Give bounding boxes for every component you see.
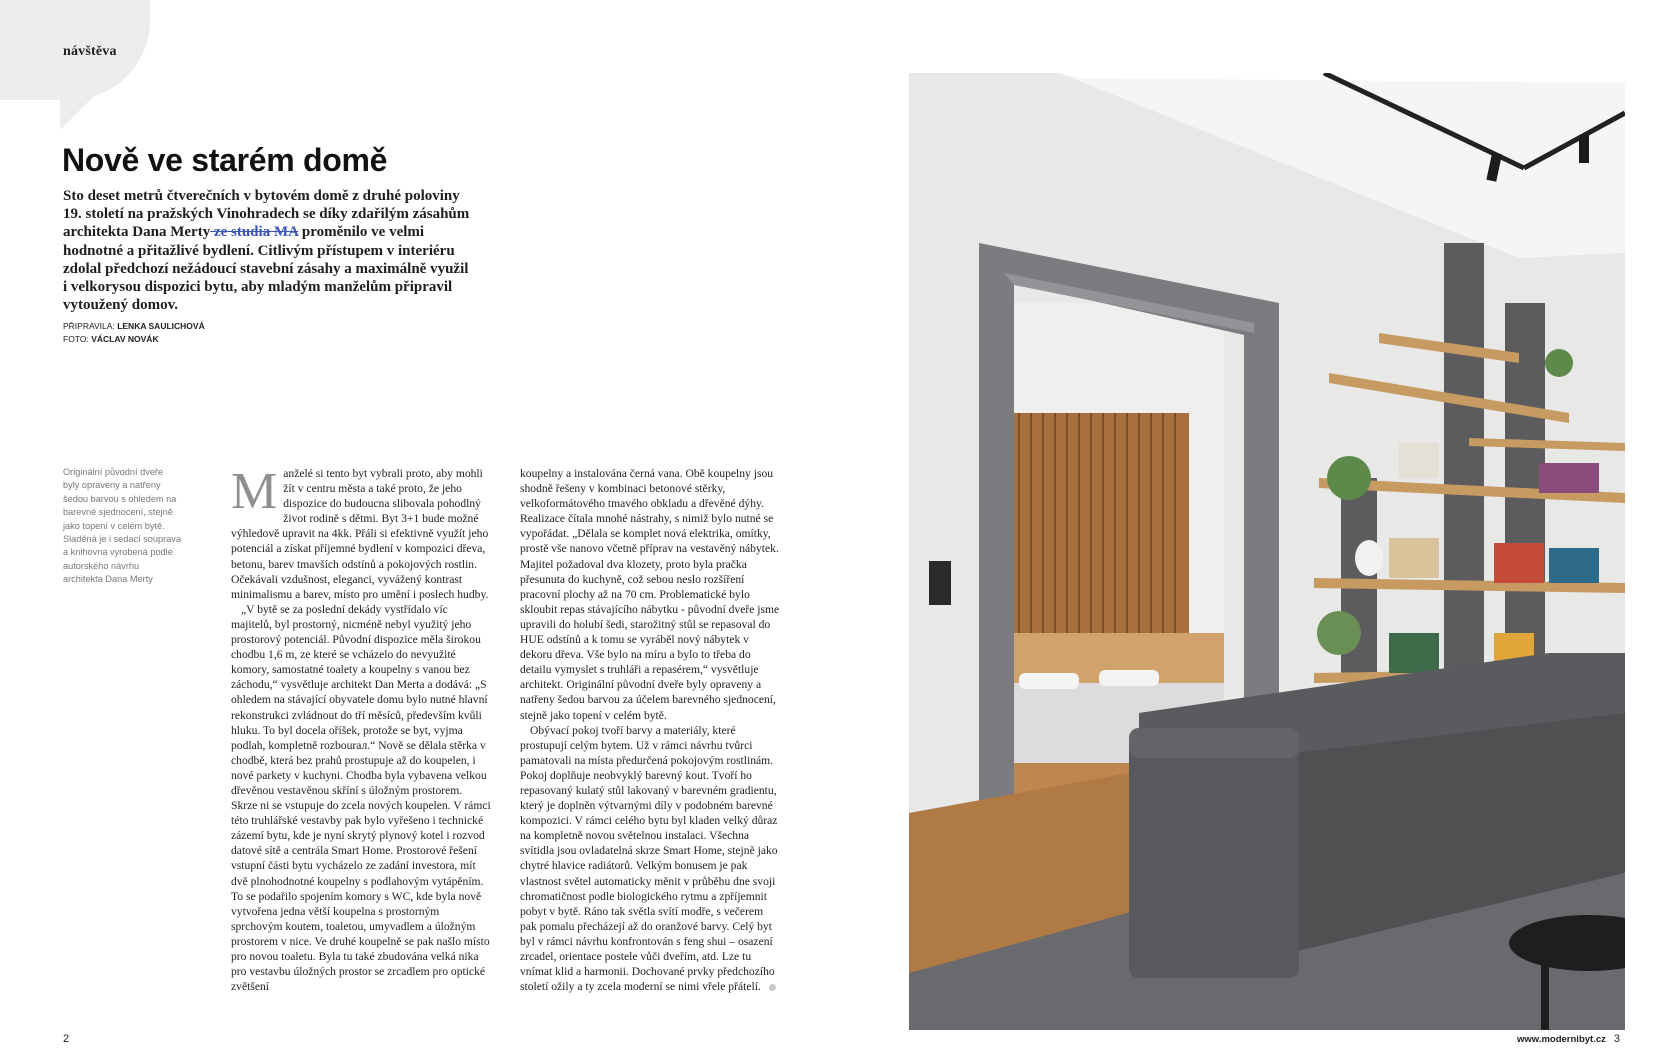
article-column-2	[520, 466, 780, 994]
lead-text-before: Sto deset metrů čtverečních v bytovém domě z druhé poloviny 19. století na pražských Vinohradech se díky zdařilým zásahům architekta Dana Merty	[63, 188, 470, 241]
page-number-left: 2	[63, 1033, 70, 1045]
light-switch	[929, 561, 951, 605]
paragraph	[231, 463, 491, 602]
bed-pillow	[1019, 673, 1079, 689]
interior-photo	[909, 73, 1625, 1030]
credit-photo	[63, 333, 205, 346]
drop-cap: M	[231, 463, 278, 520]
credit-prepared-label: PŘIPRAVILA:	[63, 321, 115, 331]
plant	[1327, 456, 1371, 500]
shelf-panel	[1444, 243, 1484, 703]
paragraph-text: anželé si tento byt vybrali proto, aby mohli žít v centru města a také proto, že jeho dispozice do budoucna slibovala pohodlný život rodině s dětmi. Byt 3+1 bude možné výhledově upravit na 4kk. Přáli si efektivně využít jeho potenciál a získat příjemné bydlení v kompozici dřeva, betonu, barev tmavších odstínů a pokojových rostlin. Očekávali vzdušnost, eleganci, vyvážený kontrast minimalismu a barev, místo pro umění i poslech hudby.	[231, 467, 489, 601]
paragraph: koupelny a instalována černá vana. Obě koupelny jsou shodně řešeny v kombinaci betonové stěrky, velkoformátového tmavého obkladu a dřevěné dýhy. Realizace čítala mnohé nástrahy, s nimiž bylo nutné se vypořádat. „Dělala se komplet nová elektrika, omítky, prostě vše nanovo včetně příprav na vestavěný nábytek. Majitel požadoval dva klozety, proto byla pračka přesunuta do kuchyně, což sebou neslo rozšíření pracovní plochy až na 70 cm. Problematické bylo skloubit repas stávajícího nábytku - původní dveře jsme upravili do holubí šedi, starožitný stůl se repasoval do HUE odstínů a k tomu se vyráběl nový nábytek v dekoru dřeva. Vše bylo na míru a bylo to třeba do detailu vymyslet s truhláři a repasérem,“ vysvětluje architekt. Originální původní dveře byly opraveny a natřeny šedou barvou za účelem barevného sjednocení, stejně jako topení v celém bytě.	[520, 467, 780, 722]
vase	[1355, 540, 1383, 576]
paragraph	[520, 723, 780, 995]
article-lead	[63, 187, 473, 314]
sofa-arm-top	[1129, 728, 1299, 758]
footer-right	[1517, 1033, 1620, 1045]
article-title: Nově ve starém domě	[62, 142, 388, 178]
speech-bubble-tail	[60, 96, 94, 130]
credit-prepared-name: LENKA SAULICHOVÁ	[117, 321, 205, 331]
plant	[1545, 349, 1573, 377]
sofa-arm	[1129, 728, 1299, 978]
spotlight	[1579, 135, 1589, 163]
website-link[interactable]: www.modernibyt.cz	[1517, 1034, 1606, 1045]
page-number-right: 3	[1613, 1033, 1620, 1045]
section-label: návštěva	[63, 44, 117, 59]
article-column-1	[231, 463, 491, 994]
lead-text-after: proměnilo ve velmi hodnotné a přitažlivé bydlení. Citlivým přístupem v interiéru zdolal předchozí nežádoucí stavební zásahy a maximálně využil i velkorysou dispozici bytu, aby mladým manželům připravil vytoužený domov.	[63, 224, 469, 314]
credit-photo-label: FOTO:	[63, 334, 89, 344]
plant	[1317, 611, 1361, 655]
paragraph: „V bytě se za poslední dekády vystřídalo víc majitelů, byl prostorný, nicméně nebyl využitý jeho prostorový potenciál. Původní dispozice měla širokou chodbu 1,6 m, ze které se vcházelo do nevyužité komory, samostatné toalety a koupelny s vanou bez záchodu,“ vysvětluje architekt Dan Merta a dodává: „S ohledem na stávající obyvatele domu bylo nutné hlavní rekonstrukci zvládnout do tří měsíců, především kvůli hluku. To byl docela oříšek, protože se byt, vyjma podlah, kompletně rozbourал.“ Nově se dělala stěrka v chodbě, která bez prahů prostupuje až do koupelen, i nové parkety v kuchyni. Chodba byla vybavena velkou dřevěnou vestavěnou skříní s úložným prostorem. Skrze ni se vstupuje do zcela nových koupelen. V rámci této truhlářské vestavby pak bylo vyřešeno i technické zázemí bytu, kde je nyní skrytý plynový kotel i rozvod datové sítě a centrála Smart Home. Prostorové řešení vstupní části bytu vycházelo ze zadání investora, mít dvě plnohodnotné koupelny s podlahovým vytápěním. To se podařilo spojením komory s WC, kde byla nově vytvořena jedna větší koupelna s prostorným sprchovým koutem, toaletou, umyvadlem a úložným prostorem v nice. Ve druhé koupelně se pak našlo místo pro novou toaletu. Byla tu také zbudována velká nika pro vestavbu úložných prostor se zrcadlem pro optické zvětšení	[231, 602, 491, 994]
side-table-leg	[1541, 953, 1549, 1030]
paragraph-text: Obývací pokoj tvoří barvy a materiály, které prostupují celým bytem. Už v rámci návrhu tvůrci pamatovali na místa předurčená pokojovým rostlinám. Pokoj doplňuje neobvyklý barevný kout. Tvoří ho repasovaný kulatý stůl lakovaný v barevném gradientu, který je doplněn výtvarnými díly v podobném barevné kompozici. V rámci celého bytu byl kladen velký důraz na kompletně novou světelnou instalaci. Všechna svítidla jsou ovladatelná skrze Smart Home, stejně jako chytré hlavice radiátorů. Velkým bonusem je pak vlastnost světel automaticky měnit v průběhu dne svoji chromatičnost podle biologického rytmu a zpříjemnit pobyt v bytě. Ráno tak světla svítí modře, s večerem pak pomalu přecházejí až do oranžové barvy. Celý byt byl v rámci návrhu konfrontován s feng shui – osazení zrcadel, orientace postele vůči dveřím, atd. Lze tu vnímat klid a harmonii. Dochované prvky předchozího století ožily a ty zcela moderní se nimi vřele přátelí.	[520, 723, 778, 994]
lead-struck-text: ze studia MA	[210, 224, 299, 241]
bed-pillow	[1099, 670, 1159, 686]
photo-caption: Originální původní dveře byly opraveny a natřeny šedou barvou s ohledem na barevné sjednocení, stejně jako topení v celém bytě. Sladěná je i sedací souprava a knihovna vyrobená podle autorského návrhu architekta Dana Merty	[63, 467, 181, 585]
article-credits	[63, 320, 205, 346]
end-mark-icon	[769, 984, 776, 991]
interior-photo-illustration	[909, 73, 1625, 1030]
credit-photo-name: VÁCLAV NOVÁK	[91, 334, 159, 344]
credit-prepared	[63, 320, 205, 333]
